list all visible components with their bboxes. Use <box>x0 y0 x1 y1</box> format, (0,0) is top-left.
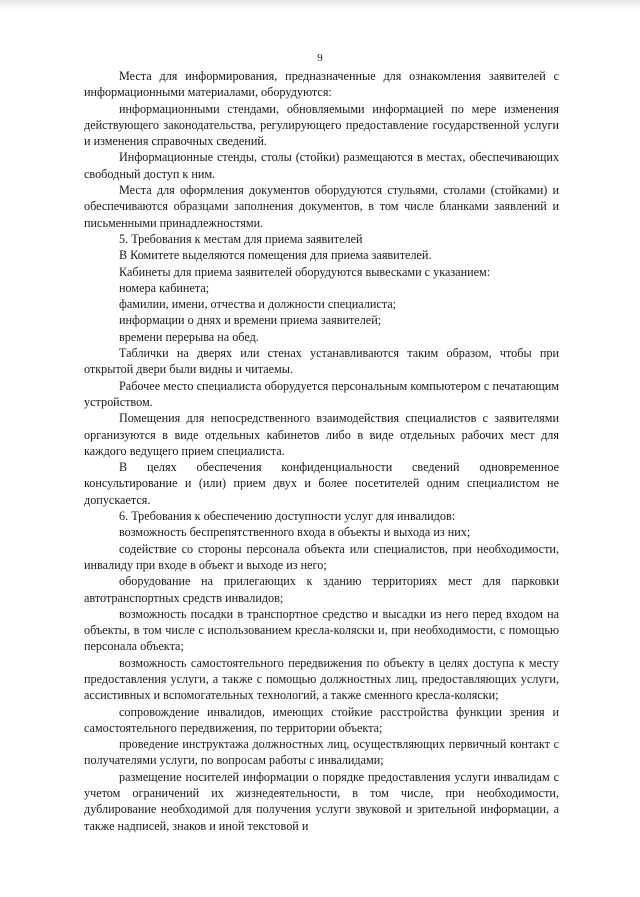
paragraph: Рабочее место специалиста оборудуется персональным компьютером с печатающим устройством. <box>84 378 559 409</box>
paragraph: Помещения для непосредственного взаимодействия специалистов с заявителями организуются в виде отдельных кабинетов либо в виде отдельных рабочих мест для каждого ведущего прием специалиста. <box>84 411 559 458</box>
list-item: проведение инструктажа должностных лиц, осуществляющих первичный контакт с получателями услуги, по вопросам работы с инвалидами; <box>84 737 559 768</box>
paragraph: В целях обеспечения конфиденциальности сведений одновременное консультирование и (или) прием двух и более посетителей одним специалистом не допускается. <box>84 460 559 507</box>
document-body <box>84 68 559 834</box>
paragraph: Места для информирования, предназначенные для ознакомления заявителей с информационными материалами, оборудуются: <box>84 69 559 100</box>
paragraph: информационными стендами, обновляемыми информацией по мере изменения действующего законодательства, регулирующего предоставление государственной услуги и изменения справочных сведений. <box>84 101 559 149</box>
paragraph: Информационные стенды, столы (стойки) размещаются в местах, обеспечивающих свободный доступ к ним. <box>84 150 559 181</box>
list-item: сопровождение инвалидов, имеющих стойкие расстройства функции зрения и самостоятельного передвижения, по территории объекта; <box>84 704 559 735</box>
list-item: оборудование на прилегающих к зданию территориях мест для парковки автотранспортных средств инвалидов; <box>84 574 559 605</box>
list-item: содействие со стороны персонала объекта или специалистов, при необходимости, инвалиду при входе в объект и выходе из него; <box>84 541 559 572</box>
section-heading: 6. Требования к обеспечению доступности услуг для инвалидов: <box>119 509 456 524</box>
list-item: фамилии, имени, отчества и должности специалиста; <box>119 297 397 312</box>
section-heading: 5. Требования к местам для приема заявителей <box>119 231 363 246</box>
list-item: номера кабинета; <box>119 280 210 295</box>
paragraph: Таблички на дверях или стенах устанавливаются таким образом, чтобы при открытой двери были видны и читаемы. <box>84 346 559 377</box>
list-item: размещение носителей информации о порядке предоставления услуги инвалидам с учетом ограничений их жизнедеятельности, в том числе, при необходимости, дублирование необходимой для получения услуги звуковой и зрительной информации, а также надписей, знаков и иной текстовой и <box>84 769 559 833</box>
list-item: информации о днях и времени приема заявителей; <box>119 313 382 328</box>
paragraph: Кабинеты для приема заявителей оборудуются вывесками с указанием: <box>119 264 491 279</box>
list-item: возможность самостоятельного передвижения по объекту в целях доступа к месту предоставления услуги, а также с помощью должностных лиц, предоставляющих услуги, ассистивных и вспомогательных технологий, а также сменного кресла-коляски; <box>84 655 559 703</box>
paragraph: В Комитете выделяются помещения для приема заявителей. <box>119 248 432 263</box>
page-number: 9 <box>317 52 323 64</box>
list-item: возможность посадки в транспортное средство и высадки из него перед входом на объекты, в том числе с использованием кресла-коляски и, при необходимости, с помощью персонала объекта; <box>84 606 559 654</box>
scan-top-shadow <box>0 0 640 10</box>
paragraph: Места для оформления документов оборудуются стульями, столами (стойками) и обеспечиваются образцами заполнения документов, в том числе бланками заявлений и письменными принадлежностями. <box>84 183 559 230</box>
list-item: времени перерыва на обед. <box>119 329 259 344</box>
list-item: возможность беспрепятственного входа в объекты и выхода из них; <box>119 525 471 540</box>
